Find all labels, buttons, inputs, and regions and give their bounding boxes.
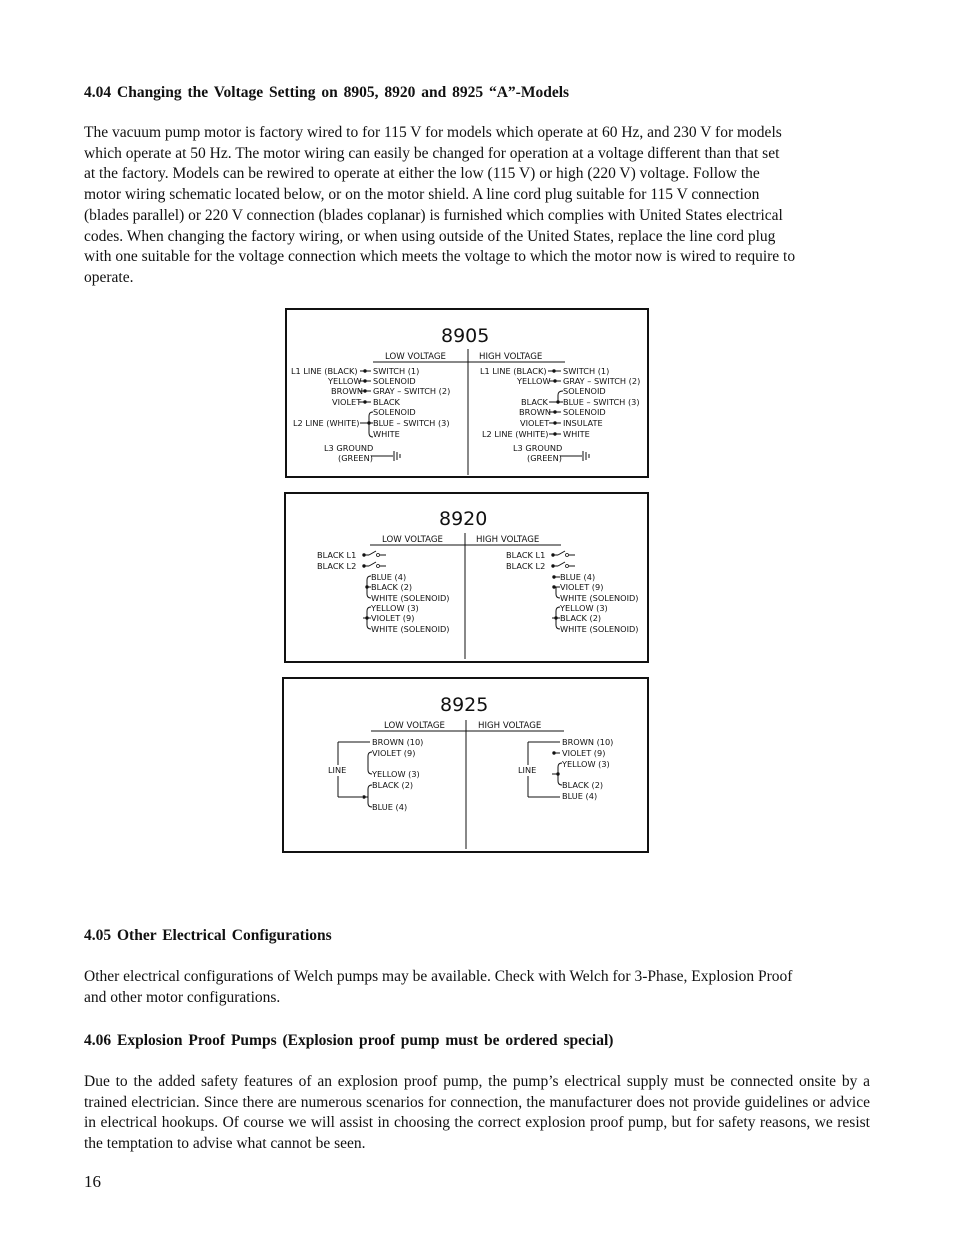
wire-label: WHITE (SOLENOID) [371, 593, 450, 603]
wire-label: INSULATE [563, 418, 603, 428]
switch-icon [362, 562, 386, 568]
diagram-title: 8920 [439, 508, 488, 530]
wire-label: L2 LINE (WHITE) [293, 418, 360, 428]
switch-icon [551, 551, 575, 557]
wiring-diagram-8905 [285, 308, 649, 478]
low-voltage-wiring [328, 737, 423, 812]
wire-label: L2 LINE (WHITE) [482, 429, 549, 439]
wire-label: BLUE (4) [372, 802, 408, 812]
low-voltage-wiring [291, 366, 450, 463]
wire-label: BLACK (2) [371, 582, 413, 592]
wire-label: WHITE (SOLENOID) [560, 593, 639, 603]
high-voltage-wiring [518, 737, 613, 801]
wire-label: BROWN [331, 386, 363, 396]
wire-label: BROWN (10) [562, 737, 614, 747]
wire-label: BLACK L2 [506, 561, 546, 571]
wire-label: L1 LINE (BLACK) [291, 366, 358, 376]
wire-label: BLUE (4) [562, 791, 598, 801]
wire-label: (GREEN) [338, 453, 373, 463]
paragraph-line: codes. When changing the factory wiring, or when using outside of the United States, replace the line cord plug [84, 227, 776, 245]
high-voltage-wiring [506, 550, 639, 634]
switch-icon [362, 551, 386, 557]
paragraph-line: and other motor configurations. [84, 988, 281, 1006]
wire-label: WHITE [373, 429, 400, 439]
wire-label: BLUE – SWITCH (3) [373, 418, 450, 428]
paragraph-line: The vacuum pump motor is factory wired to for 115 V for models which operate at 60 Hz, and 230 V for models [84, 124, 782, 141]
wire-label: BLACK (2) [562, 780, 604, 790]
wire-label: BLACK L2 [317, 561, 357, 571]
wire-label: L3 GROUND [513, 443, 563, 453]
section-4-05-paragraph [84, 967, 870, 1008]
wire-label: SWITCH (1) [563, 366, 610, 376]
ground-icon [394, 451, 400, 461]
wire-label: BLUE (4) [371, 572, 407, 582]
low-voltage-wiring [317, 550, 450, 634]
wire-label: VIOLET [332, 397, 362, 407]
wire-label: BROWN (10) [372, 737, 424, 747]
wire-label: YELLOW (3) [560, 603, 608, 613]
paragraph-line: operate. [84, 268, 134, 286]
wire-label: BLUE (4) [560, 572, 596, 582]
wire-label: YELLOW [328, 376, 362, 386]
high-voltage-header: HIGH VOLTAGE [479, 352, 543, 362]
wire-label: SOLENOID [563, 386, 606, 396]
section-4-04-paragraph [84, 123, 870, 289]
wire-label: SWITCH (1) [373, 366, 420, 376]
section-heading-4-04: 4.04 Changing the Voltage Setting on 8905, 8920 and 8925 “A”-Models [84, 84, 570, 101]
wire-label: LINE [328, 765, 347, 775]
paragraph-line: at the factory. Models can be rewired to operate at either the low (115 V) or high (220 V) voltage. Follow the [84, 165, 760, 183]
section-heading-4-05: 4.05 Other Electrical Configurations [84, 927, 332, 944]
wire-label: SOLENOID [563, 407, 606, 417]
low-voltage-header: LOW VOLTAGE [382, 535, 443, 545]
wire-label: (GREEN) [527, 453, 562, 463]
wire-label: YELLOW (3) [372, 769, 420, 779]
wiring-diagram-8925 [282, 677, 649, 853]
wire-label: VIOLET (9) [560, 582, 604, 592]
wire-label: SOLENOID [373, 407, 416, 417]
wire-label: VIOLET (9) [371, 613, 415, 623]
wire-label: LINE [518, 765, 537, 775]
wire-label: YELLOW [517, 376, 551, 386]
high-voltage-header: HIGH VOLTAGE [478, 721, 542, 731]
wire-label: WHITE (SOLENOID) [560, 624, 639, 634]
wire-label: VIOLET (9) [562, 748, 606, 758]
diagram-title: 8925 [440, 694, 489, 716]
wire-label: SOLENOID [373, 376, 416, 386]
wire-label: BLACK (2) [372, 780, 414, 790]
section-4-06-paragraph: Due to the added safety features of an explosion proof pump, the pump’s electrical supply must be connected onsite by a trained electrician. Since there are numerous scenarios for connection, the manufacturer does not provide guidelines or advice in electrical hookups. Of course we will assist in choosing the correct explosion proof pump, but for safety reasons, we resist the temptation to advise what cannot be seen. [84, 1073, 870, 1153]
paragraph-line: motor wiring schematic located below, or on the motor shield. A line cord plug suitable for 115 V connection [84, 186, 760, 204]
wire-label: GRAY – SWITCH (2) [373, 386, 451, 396]
section-heading-4-06: 4.06 Explosion Proof Pumps (Explosion proof pump must be ordered special) [84, 1032, 614, 1049]
wire-label: BLACK [521, 397, 548, 407]
wire-label: L3 GROUND [324, 443, 374, 453]
paragraph-line: Other electrical configurations of Welch pumps may be available. Check with Welch for 3-Phase, Explosion Proof [84, 968, 793, 985]
wire-label: GRAY – SWITCH (2) [563, 376, 641, 386]
diagram-title: 8905 [441, 325, 490, 347]
page-number: 16 [84, 1172, 101, 1191]
wiring-diagram-8920 [284, 492, 649, 663]
wire-label: BLACK L1 [506, 550, 546, 560]
wire-label: WHITE (SOLENOID) [371, 624, 450, 634]
switch-icon [551, 562, 575, 568]
ground-icon [583, 451, 589, 461]
paragraph-line: (blades parallel) or 220 V connection (blades coplanar) is furnished which complies with United States electrical [84, 206, 783, 224]
wire-label: BROWN [519, 407, 551, 417]
wire-label: BLUE – SWITCH (3) [563, 397, 640, 407]
wire-label: BLACK (2) [560, 613, 602, 623]
high-voltage-header: HIGH VOLTAGE [476, 535, 540, 545]
wire-label: YELLOW (3) [371, 603, 419, 613]
wire-label: L1 LINE (BLACK) [480, 366, 547, 376]
low-voltage-header: LOW VOLTAGE [384, 721, 445, 731]
wire-label: VIOLET [520, 418, 550, 428]
wire-label: YELLOW (3) [562, 759, 610, 769]
low-voltage-header: LOW VOLTAGE [385, 352, 446, 362]
wire-label: WHITE [563, 429, 590, 439]
wire-label: BLACK [373, 397, 400, 407]
wire-label: BLACK L1 [317, 550, 357, 560]
wire-label: VIOLET (9) [372, 748, 416, 758]
high-voltage-wiring [480, 366, 640, 463]
paragraph-line: which operate at 50 Hz. The motor wiring can easily be changed for operation at a voltage different than that set [84, 144, 780, 162]
paragraph-line: with one suitable for the voltage connection which meets the voltage to which the motor now is wired to require to [84, 248, 796, 266]
